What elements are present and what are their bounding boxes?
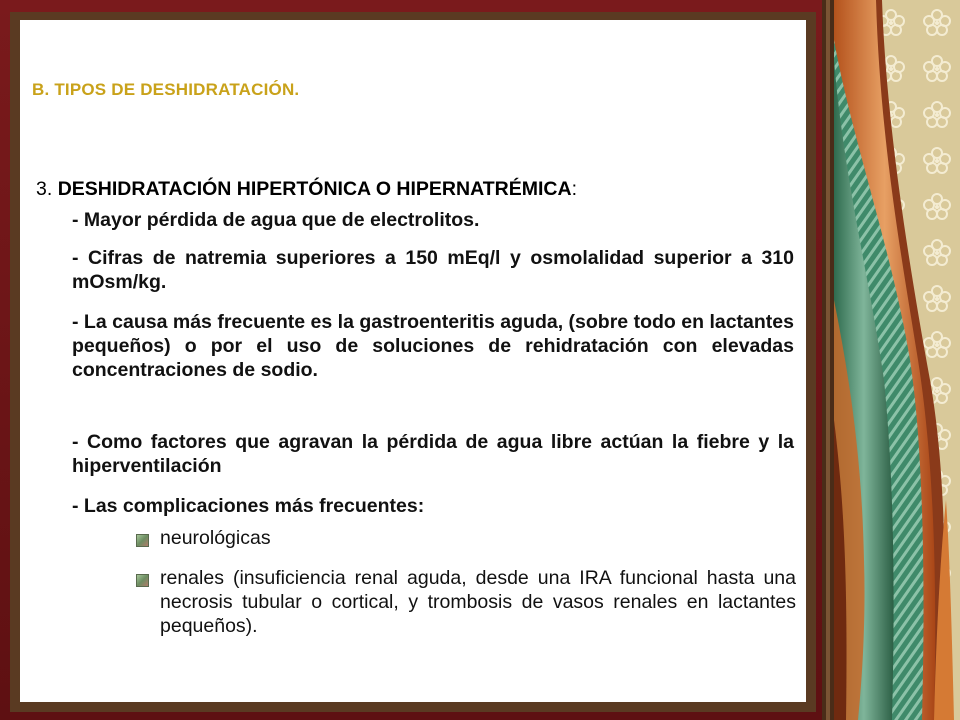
slide-title: B. TIPOS DE DESHIDRATACIÓN.: [32, 80, 300, 99]
paragraph-water-loss: - Mayor pérdida de agua que de electrolitos.: [72, 209, 480, 231]
heading-suffix: :: [571, 178, 577, 200]
decorative-side-panel: [822, 0, 960, 720]
bullet-item: [136, 526, 796, 550]
heading-text: DESHIDRATACIÓN HIPERTÓNICA O HIPERNATRÉMICA: [57, 178, 572, 200]
section-heading: [36, 178, 796, 201]
bullet-item: [136, 566, 796, 638]
paragraph-cause: - La causa más frecuente es la gastroenteritis aguda, (sobre todo en lactantes pequeños) o por el uso de soluciones de rehidratación con elevadas concentraciones de sodio.: [72, 311, 794, 381]
bullet-square-icon: [136, 574, 149, 587]
bullet-text: neurológicas: [160, 527, 271, 549]
paragraph-complications: - Las complicaciones más frecuentes:: [72, 495, 425, 517]
paragraph-natremia: - Cifras de natremia superiores a 150 mEq/l y osmolalidad superior a 310 mOsm/kg.: [72, 247, 794, 293]
paragraph-factors: - Como factores que agravan la pérdida de agua libre actúan la fiebre y la hiperventilación: [72, 431, 794, 477]
heading-number: 3.: [36, 178, 53, 200]
bullet-text: renales (insuficiencia renal aguda, desde una IRA funcional hasta una necrosis tubular o cortical, y trombosis de vasos renales en lactantes pequeños).: [160, 567, 796, 637]
bullet-square-icon: [136, 534, 149, 547]
slide-content: [20, 20, 806, 702]
